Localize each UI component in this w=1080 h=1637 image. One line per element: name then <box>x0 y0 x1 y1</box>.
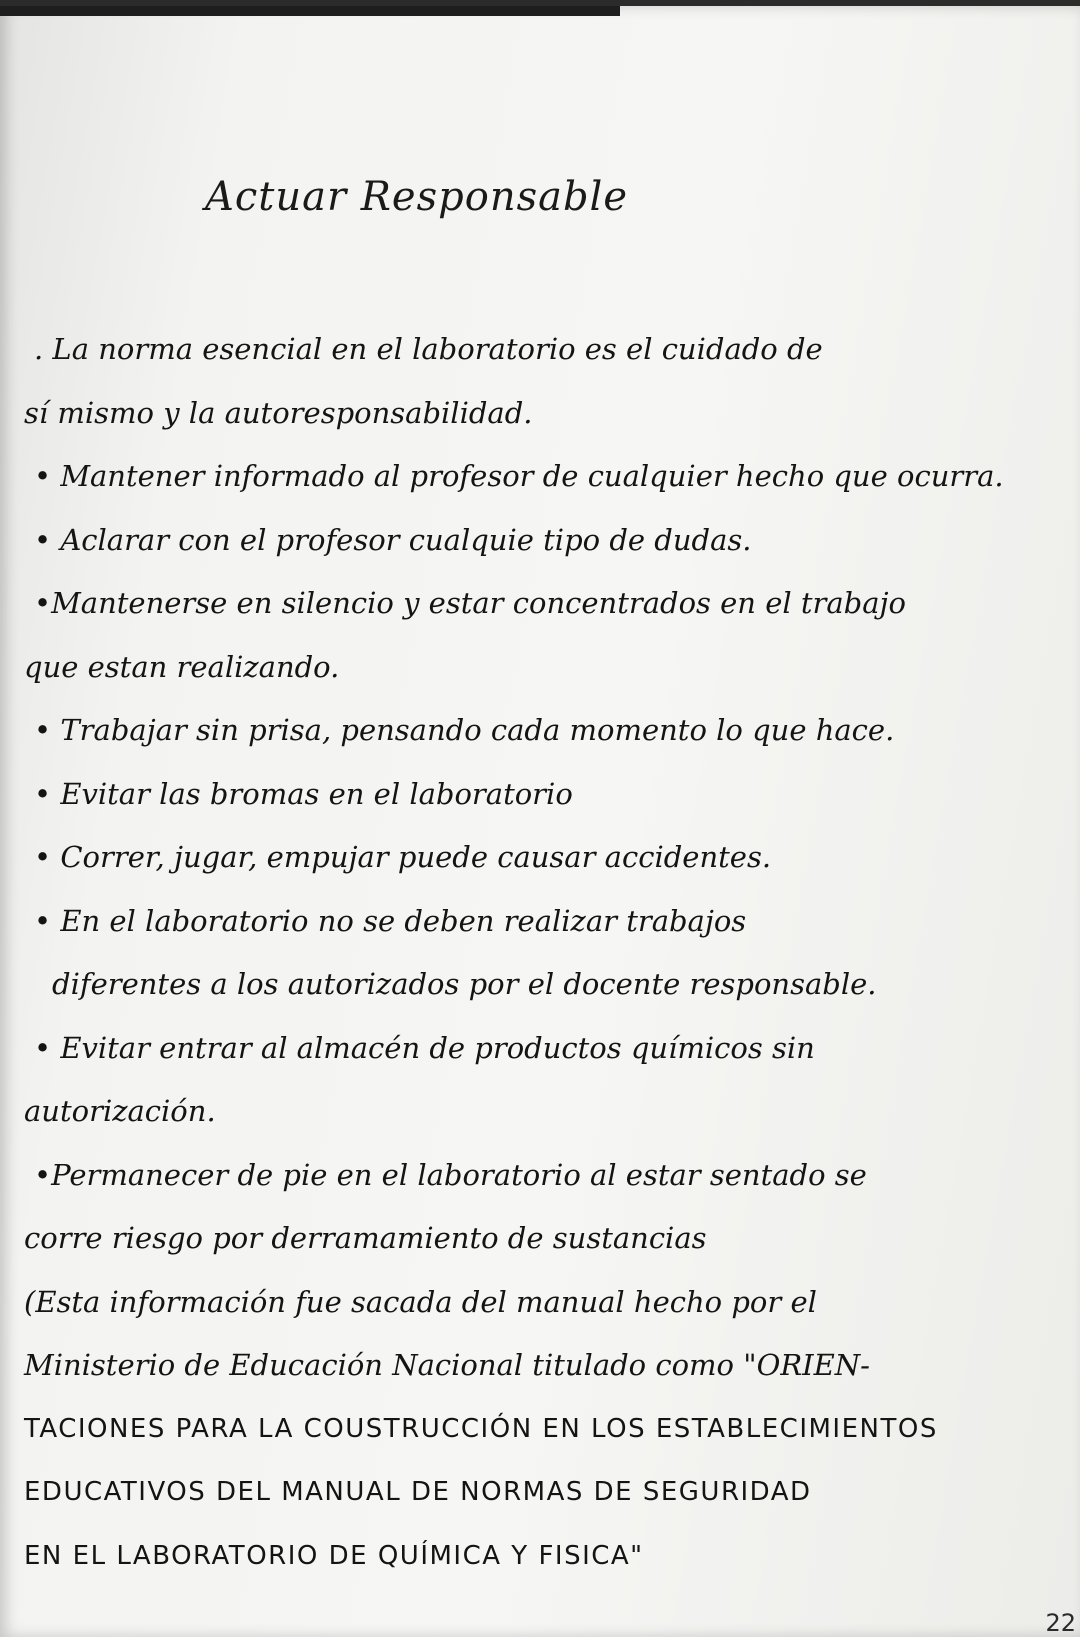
text-line: que estan realizando. <box>24 649 340 684</box>
text-line: EDUCATIVOS DEL MANUAL DE NORMAS DE SEGURIDAD <box>24 1477 812 1507</box>
text-line: • Evitar entrar al almacén de productos químicos sin <box>34 1030 815 1065</box>
text-line: •Permanecer de pie en el laboratorio al estar sentado se <box>34 1157 867 1192</box>
text-line: • Aclarar con el profesor cualquie tipo de dudas. <box>34 522 752 557</box>
text-line: • Evitar las bromas en el laboratorio <box>34 776 573 811</box>
text-line: • Mantener informado al profesor de cualquier hecho que ocurra. <box>34 459 1004 493</box>
page-title: Actuar Responsable <box>205 174 629 220</box>
text-line: diferentes a los autorizados por el docente responsable. <box>52 967 877 1001</box>
text-line: corre riesgo por derramamiento de sustancias <box>24 1221 707 1255</box>
text-line: • Trabajar sin prisa, pensando cada momento lo que hace. <box>34 713 895 747</box>
text-line: • En el laboratorio no se deben realizar trabajos <box>34 903 747 938</box>
text-line: TACIONES PARA LA COUSTRUCCIÓN EN LOS ESTABLECIMIENTOS <box>24 1413 938 1444</box>
page-number: 22 <box>1045 1609 1076 1637</box>
text-line: sí mismo y la autoresponsabilidad. <box>24 395 533 430</box>
text-line: • Correr, jugar, empujar puede causar accidentes. <box>34 840 772 874</box>
page-edge-shadow <box>0 6 620 16</box>
text-line: •Mantenerse en silencio y estar concentrados en el trabajo <box>34 586 906 620</box>
notebook-page <box>0 6 1080 1637</box>
text-line: (Esta información fue sacada del manual hecho por el <box>24 1284 817 1319</box>
text-line: . La norma esencial en el laboratorio es el cuidado de <box>34 332 823 366</box>
text-line: EN EL LABORATORIO DE QUÍMICA Y FISICA" <box>24 1540 644 1571</box>
text-line: autorización. <box>24 1094 216 1128</box>
handwritten-text-block <box>24 318 1034 1588</box>
text-line: Ministerio de Educación Nacional titulado como "ORIEN- <box>24 1348 870 1382</box>
